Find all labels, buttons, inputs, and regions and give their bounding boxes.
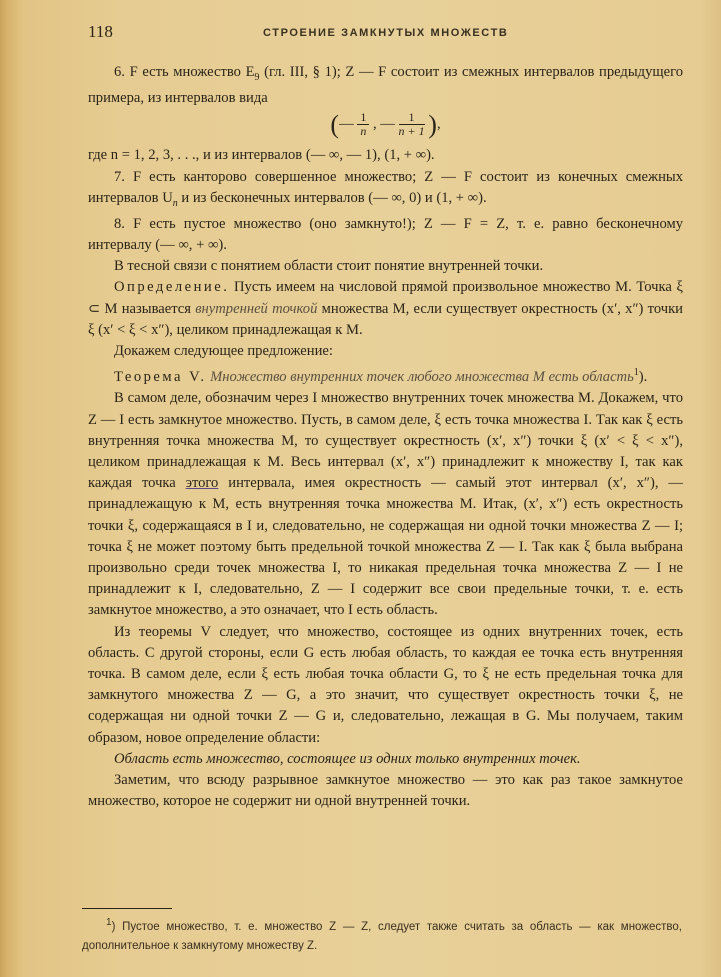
paragraph-example-6-cont: где n = 1, 2, 3, . . ., и из интервалов (— ∞, — 1), (1, + ∞). <box>88 147 435 164</box>
paragraph-example-8: 8. F есть пустое множество (оно замкнуто!); Z — F = Z, т. е. равно бесконечному интервалу (— ∞, + ∞). <box>88 215 683 254</box>
definition-label: Определение. <box>114 279 230 296</box>
paragraph-corollary: Из теоремы V следует, что множество, состоящее из одних внутренних точек, есть область. С другой стороны, если G есть любая область, то каждая ее точка есть внутренняя точка. В самом деле, если ξ есть любая точка области G, то ξ не есть предельная точка для замкнутого множества Z — G, а это значит, что существует окрестность точки ξ, не содержащая ни одной точки Z — G и, следовательно, лежащая в G. Мы получаем, таким образом, новое определение области: <box>88 623 683 746</box>
paragraph-new-definition: Область есть множество, состоящее из одних только внутренних точек. <box>114 750 581 767</box>
page-header <box>88 22 688 46</box>
paragraph-example-6: 6. F есть множество $E_9$ (гл. III, § 1); Z — F состоит из смежных интервалов предыдущего примера, из интервалов вида <box>88 64 683 107</box>
footnote-mark: 1 <box>106 917 112 928</box>
page-body <box>88 62 683 812</box>
theorem-label: Теорема V. <box>114 369 207 386</box>
footnote-divider <box>82 908 172 909</box>
paragraph-transition: В тесной связи с понятием области стоит понятие внутренней точки. <box>114 258 544 275</box>
running-title: СТРОЕНИЕ ЗАМКНУТЫХ МНОЖЕСТВ <box>263 27 509 39</box>
paragraph-example-7: 7. F есть канторово совершенное множество; Z — F состоит из конечных смежных интервалов $U_n$ и из бесконечных интервалов (— ∞, 0) и (1, + ∞). <box>88 168 683 209</box>
formula-interval: (— $\frac{1}{n}$ , — $\frac{1}{n + 1}$ ), <box>330 110 441 140</box>
footnote-text: ) Пустое множество, т. е. множество Z — Z, следует также считать за область — как множество, дополнительное к замкнутому множеству Z. <box>82 920 682 952</box>
paragraph-theorem: Теорема V. Множество внутренних точек любого множества M есть область$^1$). <box>114 367 648 386</box>
paragraph-prove-intro: Докажем следующее предложение: <box>114 343 333 360</box>
footnote <box>82 913 682 956</box>
paragraph-remark: Заметим, что всюду разрывное замкнутое множество — это как раз такое замкнутое множество, которое не содержит ни одной внутренней точки. <box>88 771 683 810</box>
footnote-ref[interactable]: 1 <box>633 367 639 379</box>
paragraph-definition: Определение. Пусть имеем на числовой прямой произвольное множество M. Точка ξ ⊂ M называется внутренней точкой множества M, если существует окрестность (x′, x″) точки ξ (x′ < ξ < x″), целиком принадлежащая к M. <box>88 279 683 338</box>
underlined-word: этого <box>185 475 219 492</box>
defined-term: внутренней точкой <box>195 300 318 317</box>
paragraph-proof: В самом деле, обозначим через I множество внутренних точек множества M. Докажем, что Z — I есть замкнутое множество. Пусть, в самом деле, ξ есть точка множества I. Так как ξ есть внутренняя точка множества M, то существует окрестность (x′, x″) точки ξ (x′ < ξ < x″), целиком принадлежащая к M. Весь интервал (x′, x″) принадлежит к множеству I, так как каждая точка этого интервала, имея окрестность — самый этот интервал (x′, x″), — принадлежащую к M, есть внутренняя точка множества M. Итак, (x′, x″) есть окрестность точки ξ, содержащаяся в I и, следовательно, не содержащая ни одной точки множества Z — I; точка ξ не может поэтому быть предельной точкой множества Z — I. Так как ξ была выбрана произвольно среди точек множества I, то никакая предельная точка множества Z — I не принадлежит к I, следовательно, Z — I содержит все свои предельные точки, т. е. есть замкнутое множество, а это означает, что I есть область. <box>88 390 683 619</box>
theorem-statement: Множество внутренних точек любого множества M есть область <box>206 369 634 386</box>
page-number: 118 <box>88 22 113 41</box>
